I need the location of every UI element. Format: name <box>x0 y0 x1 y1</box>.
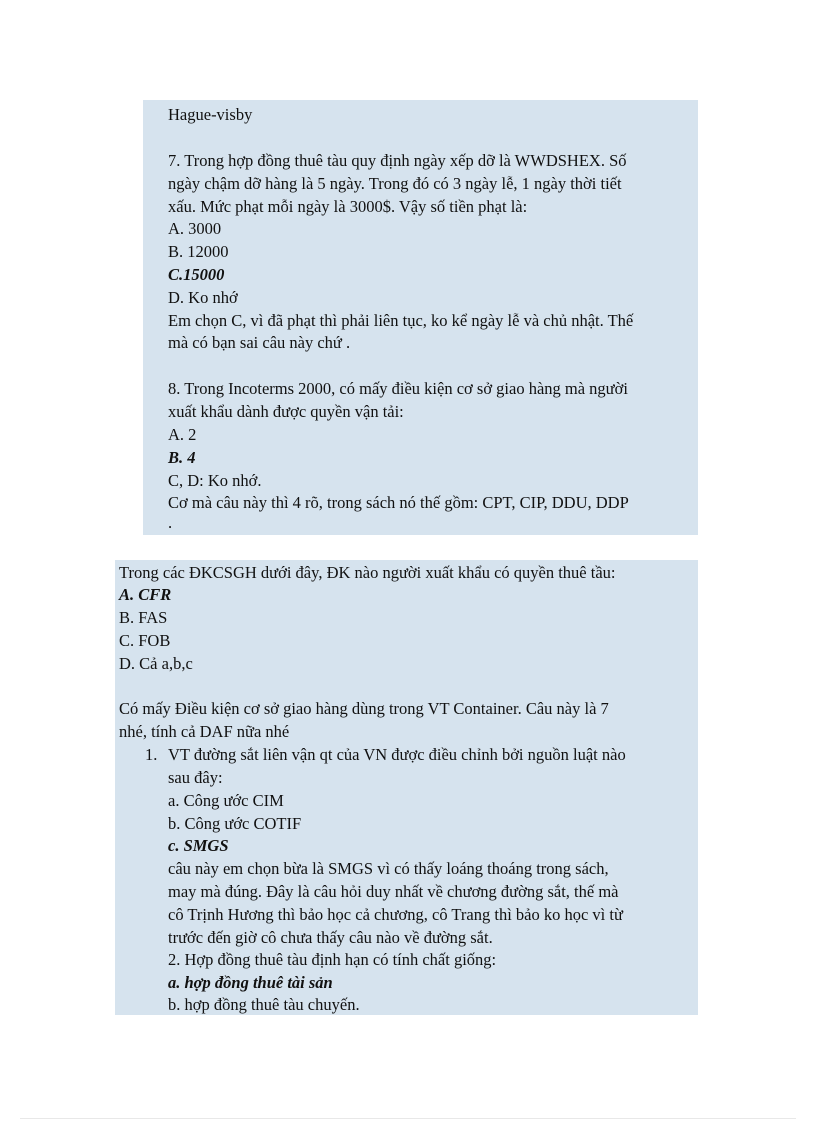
page-bottom-divider <box>20 1118 796 1119</box>
intro-text: Hague-visby <box>168 105 253 124</box>
question-7-line: ngày chậm dỡ hàng là 5 ngày. Trong đó có 3 ngày lễ, 1 ngày thời tiết <box>168 174 622 193</box>
comment-line: Cơ mà câu này thì 4 rõ, trong sách nó thế gồm: CPT, CIP, DDU, DDP <box>168 493 629 512</box>
comment-line: Em chọn C, vì đã phạt thì phải liên tục, ko kể ngày lễ và chủ nhật. Thế <box>168 311 634 330</box>
question-2-line: 2. Hợp đồng thuê tàu định hạn có tính chất giống: <box>168 950 497 969</box>
question-7-line: 7. Trong hợp đồng thuê tàu quy định ngày xếp dỡ là WWDSHEX. Số <box>168 151 627 170</box>
option-b: b. Công ước COTIF <box>168 814 302 833</box>
question-8-line: xuất khẩu dành được quyền vận tải: <box>168 402 404 421</box>
option-b: B. 12000 <box>168 242 229 261</box>
comment-line: câu này em chọn bừa là SMGS vì có thấy loáng thoáng trong sách, <box>168 859 609 878</box>
option-d: D. Cả a,b,c <box>119 654 193 673</box>
question-1-number: 1. <box>145 745 158 764</box>
comment-line: trước đến giờ cô chưa thấy câu nào về đường sắt. <box>168 928 493 947</box>
question-container-line: Có mấy Điều kiện cơ sở giao hàng dùng trong VT Container. Câu này là 7 <box>119 699 609 718</box>
comment-line: may mà đúng. Đây là câu hỏi duy nhất về chương đường sắt, thế mà <box>168 882 619 901</box>
comment-line: mà có bạn sai câu này chứ . <box>168 333 351 352</box>
option-b: B. FAS <box>119 608 168 627</box>
comment-line: cô Trịnh Hương thì bảo học cả chương, cô Trang thì bảo ko học vì từ <box>168 905 623 924</box>
option-cd: C, D: Ko nhớ. <box>168 471 262 490</box>
option-b-answer: B. 4 <box>168 448 196 467</box>
question-container-line: nhé, tính cả DAF nữa nhé <box>119 722 290 741</box>
option-d: D. Ko nhớ <box>168 288 238 307</box>
question-8-line: 8. Trong Incoterms 2000, có mấy điều kiện cơ sở giao hàng mà người <box>168 379 628 398</box>
text-block-1 <box>143 100 698 535</box>
option-c: C. FOB <box>119 631 171 650</box>
question-7-line: xấu. Mức phạt mỗi ngày là 3000$. Vậy số tiền phạt là: <box>168 197 528 216</box>
option-c-answer: c. SMGS <box>168 836 229 855</box>
comment-line: . <box>168 513 173 532</box>
option-a: a. Công ước CIM <box>168 791 284 810</box>
option-a-answer: a. hợp đồng thuê tài sản <box>168 973 333 992</box>
option-a: A. 3000 <box>168 219 222 238</box>
question-1-line: sau đây: <box>168 768 223 787</box>
option-b: b. hợp đồng thuê tàu chuyến. <box>168 995 360 1014</box>
question-1-line: VT đường sắt liên vận qt của VN được điều chỉnh bởi nguồn luật nào <box>168 745 626 764</box>
option-a-answer: A. CFR <box>119 585 172 604</box>
option-c-answer: C.15000 <box>168 265 225 284</box>
text-block-2 <box>115 560 698 1015</box>
question-charter: Trong các ĐKCSGH dưới đây, ĐK nào người xuất khẩu có quyền thuê tầu: <box>119 563 616 582</box>
option-a: A. 2 <box>168 425 197 444</box>
